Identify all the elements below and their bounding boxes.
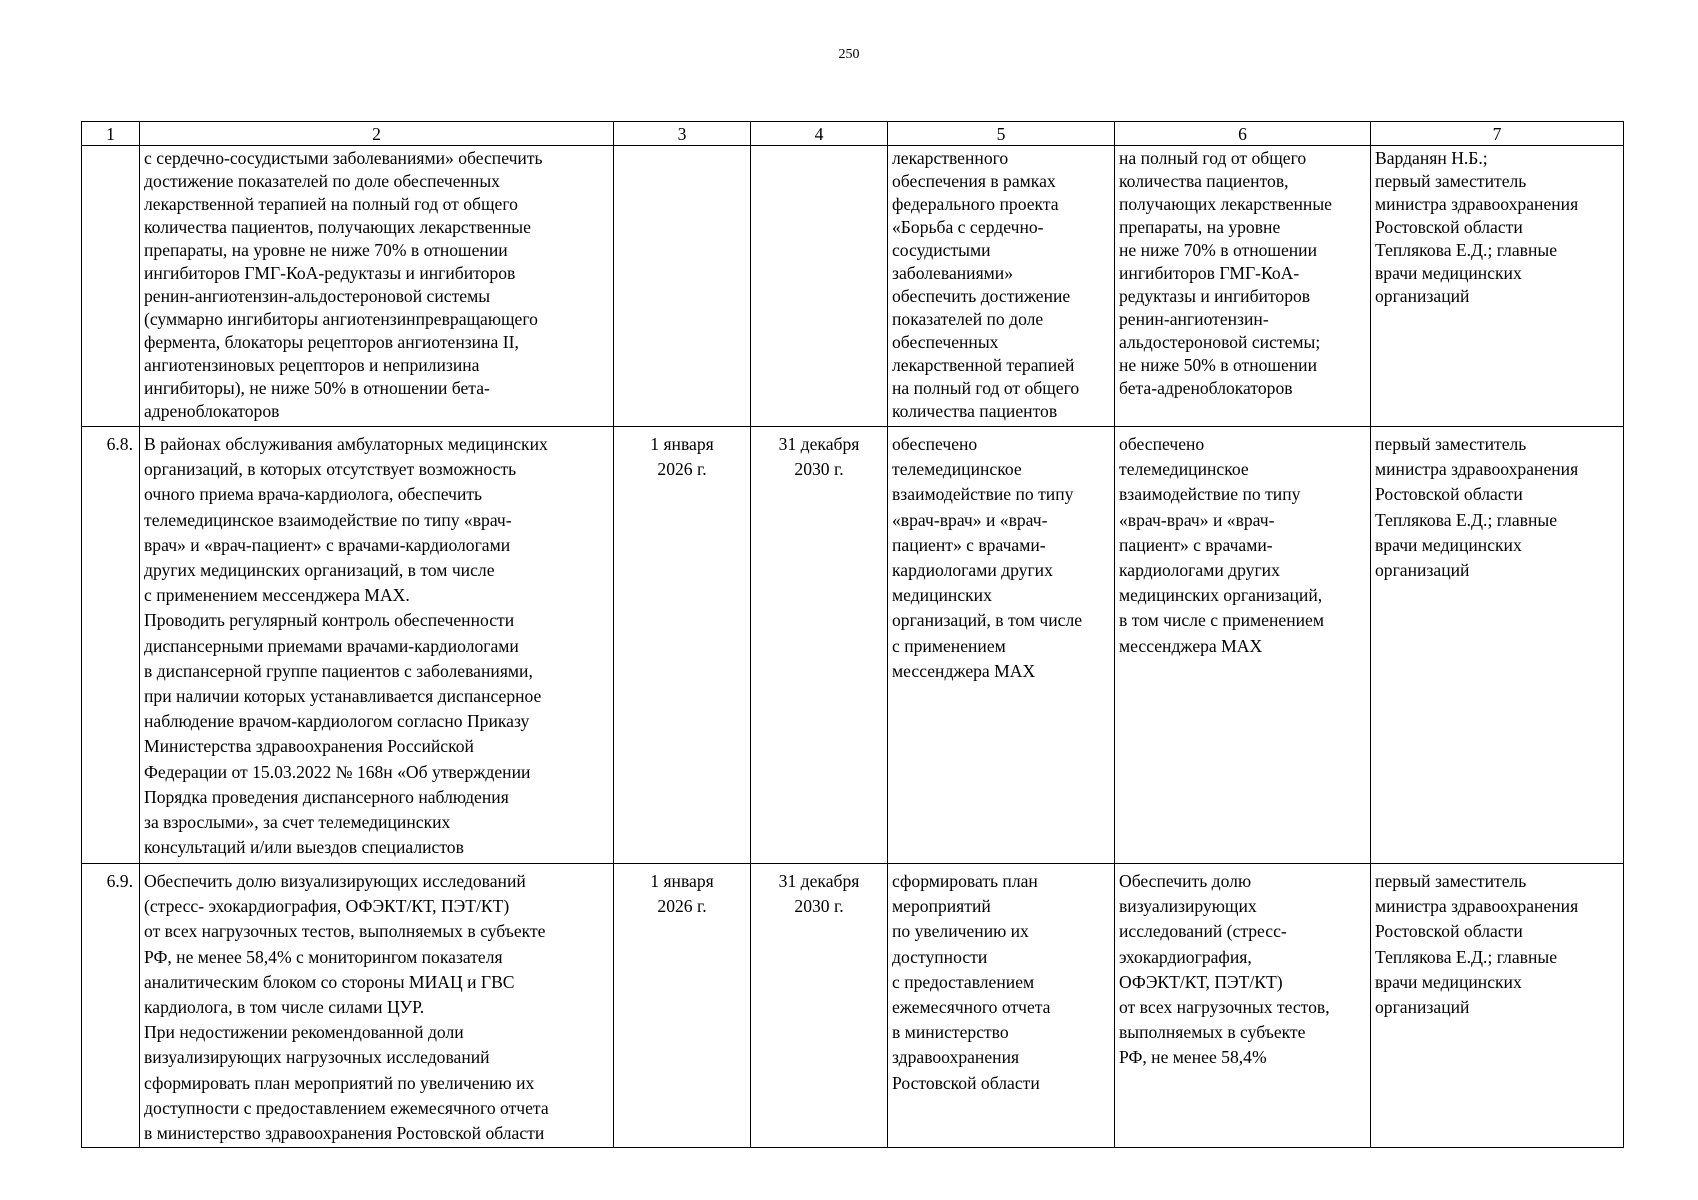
start-date: [614, 146, 751, 427]
column-header-3: 3: [614, 122, 751, 146]
measure-text: В районах обслуживания амбулаторных медицинских организаций, в которых отсутствует возможность очного приема врача-кардиолога, обеспечить телемедицинское взаимодействие по типу «врач- врач» и «врач-пациент» с врачами-кардиологами других медицинских организаций, в том числе с применением мессенджера MAX. Проводить регулярный контроль обеспеченности диспансерными приемами врачами-кардиологами в диспансерной группе пациентов с заболеваниями, при наличии которых устанавливается диспансерное наблюдение врачом-кардиологом согласно Приказу Министерства здравоохранения Российской Федерации от 15.03.2022 № 168н «Об утверждении Порядка проведения диспансерного наблюдения за взрослыми», за счет телемедицинских консультаций и/или выездов специалистов: [140, 427, 614, 864]
table-row: [82, 146, 1624, 427]
end-date: [751, 146, 888, 427]
row-number: 6.9.: [82, 864, 140, 1148]
column-header-1: 1: [82, 122, 140, 146]
column-header-2: 2: [140, 122, 614, 146]
end-date: 31 декабря 2030 г.: [751, 427, 888, 864]
measures-table: [81, 121, 1624, 1148]
row-number: 6.8.: [82, 427, 140, 864]
column-header-7: 7: [1371, 122, 1624, 146]
responsible-persons: первый заместитель министра здравоохранения Ростовской области Теплякова Е.Д.; главные врачи медицинских организаций: [1371, 427, 1624, 864]
expected-result: лекарственного обеспечения в рамках федерального проекта «Борьба с сердечно- сосудистыми заболеваниями» обеспечить достижение показателей по доле обеспеченных лекарственной терапией на полный год от общего количества пациентов: [888, 146, 1115, 427]
page-number: 250: [838, 47, 860, 62]
end-date: 31 декабря 2030 г.: [751, 864, 888, 1148]
responsible-persons: Варданян Н.Б.; первый заместитель министра здравоохранения Ростовской области Теплякова Е.Д.; главные врачи медицинских организаций: [1371, 146, 1624, 427]
start-date: 1 января 2026 г.: [614, 864, 751, 1148]
responsible-persons: первый заместитель министра здравоохранения Ростовской области Теплякова Е.Д.; главные врачи медицинских организаций: [1371, 864, 1624, 1148]
target-indicator: обеспечено телемедицинское взаимодействие по типу «врач-врач» и «врач- пациент» с врачами- кардиологами других медицинских организаций, в том числе с применением мессенджера MAX: [1115, 427, 1371, 864]
row-number: [82, 146, 140, 427]
measure-text: Обеспечить долю визуализирующих исследований (стресс- эхокардиография, ОФЭКТ/КТ, ПЭТ/КТ) от всех нагрузочных тестов, выполняемых в субъекте РФ, не менее 58,4% с мониторингом показателя аналитическим блоком со стороны МИАЦ и ГВС кардиолога, в том числе силами ЦУР. При недостижении рекомендованной доли визуализирующих нагрузочных исследований сформировать план мероприятий по увеличению их доступности с предоставлением ежемесячного отчета в министерство здравоохранения Ростовской области: [140, 864, 614, 1148]
start-date: 1 января 2026 г.: [614, 427, 751, 864]
expected-result: сформировать план мероприятий по увеличению их доступности с предоставлением ежемесячного отчета в министерство здравоохранения Ростовской области: [888, 864, 1115, 1148]
table-row: [82, 427, 1624, 864]
table-header-row: [82, 122, 1624, 146]
table-row: [82, 864, 1624, 1148]
target-indicator: Обеспечить долю визуализирующих исследований (стресс- эхокардиография, ОФЭКТ/КТ, ПЭТ/КТ) от всех нагрузочных тестов, выполняемых в субъекте РФ, не менее 58,4%: [1115, 864, 1371, 1148]
column-header-4: 4: [751, 122, 888, 146]
column-header-5: 5: [888, 122, 1115, 146]
column-header-6: 6: [1115, 122, 1371, 146]
expected-result: обеспечено телемедицинское взаимодействие по типу «врач-врач» и «врач- пациент» с врачами- кардиологами других медицинских организаций, в том числе с применением мессенджера MAX: [888, 427, 1115, 864]
target-indicator: на полный год от общего количества пациентов, получающих лекарственные препараты, на уровне не ниже 70% в отношении ингибиторов ГМГ-КоА- редуктазы и ингибиторов ренин-ангиотензин- альдостероновой системы; не ниже 50% в отношении бета-адреноблокаторов: [1115, 146, 1371, 427]
measure-text: с сердечно-сосудистыми заболеваниями» обеспечить достижение показателей по доле обеспеченных лекарственной терапией на полный год от общего количества пациентов, получающих лекарственные препараты, на уровне не ниже 70% в отношении ингибиторов ГМГ-КоА-редуктазы и ингибиторов ренин-ангиотензин-альдостероновой системы (суммарно ингибиторы ангиотензинпревращающего фермента, блокаторы рецепторов ангиотензина II, ангиотензиновых рецепторов и неприлизина ингибиторы), не ниже 50% в отношении бета- адреноблокаторов: [140, 146, 614, 427]
